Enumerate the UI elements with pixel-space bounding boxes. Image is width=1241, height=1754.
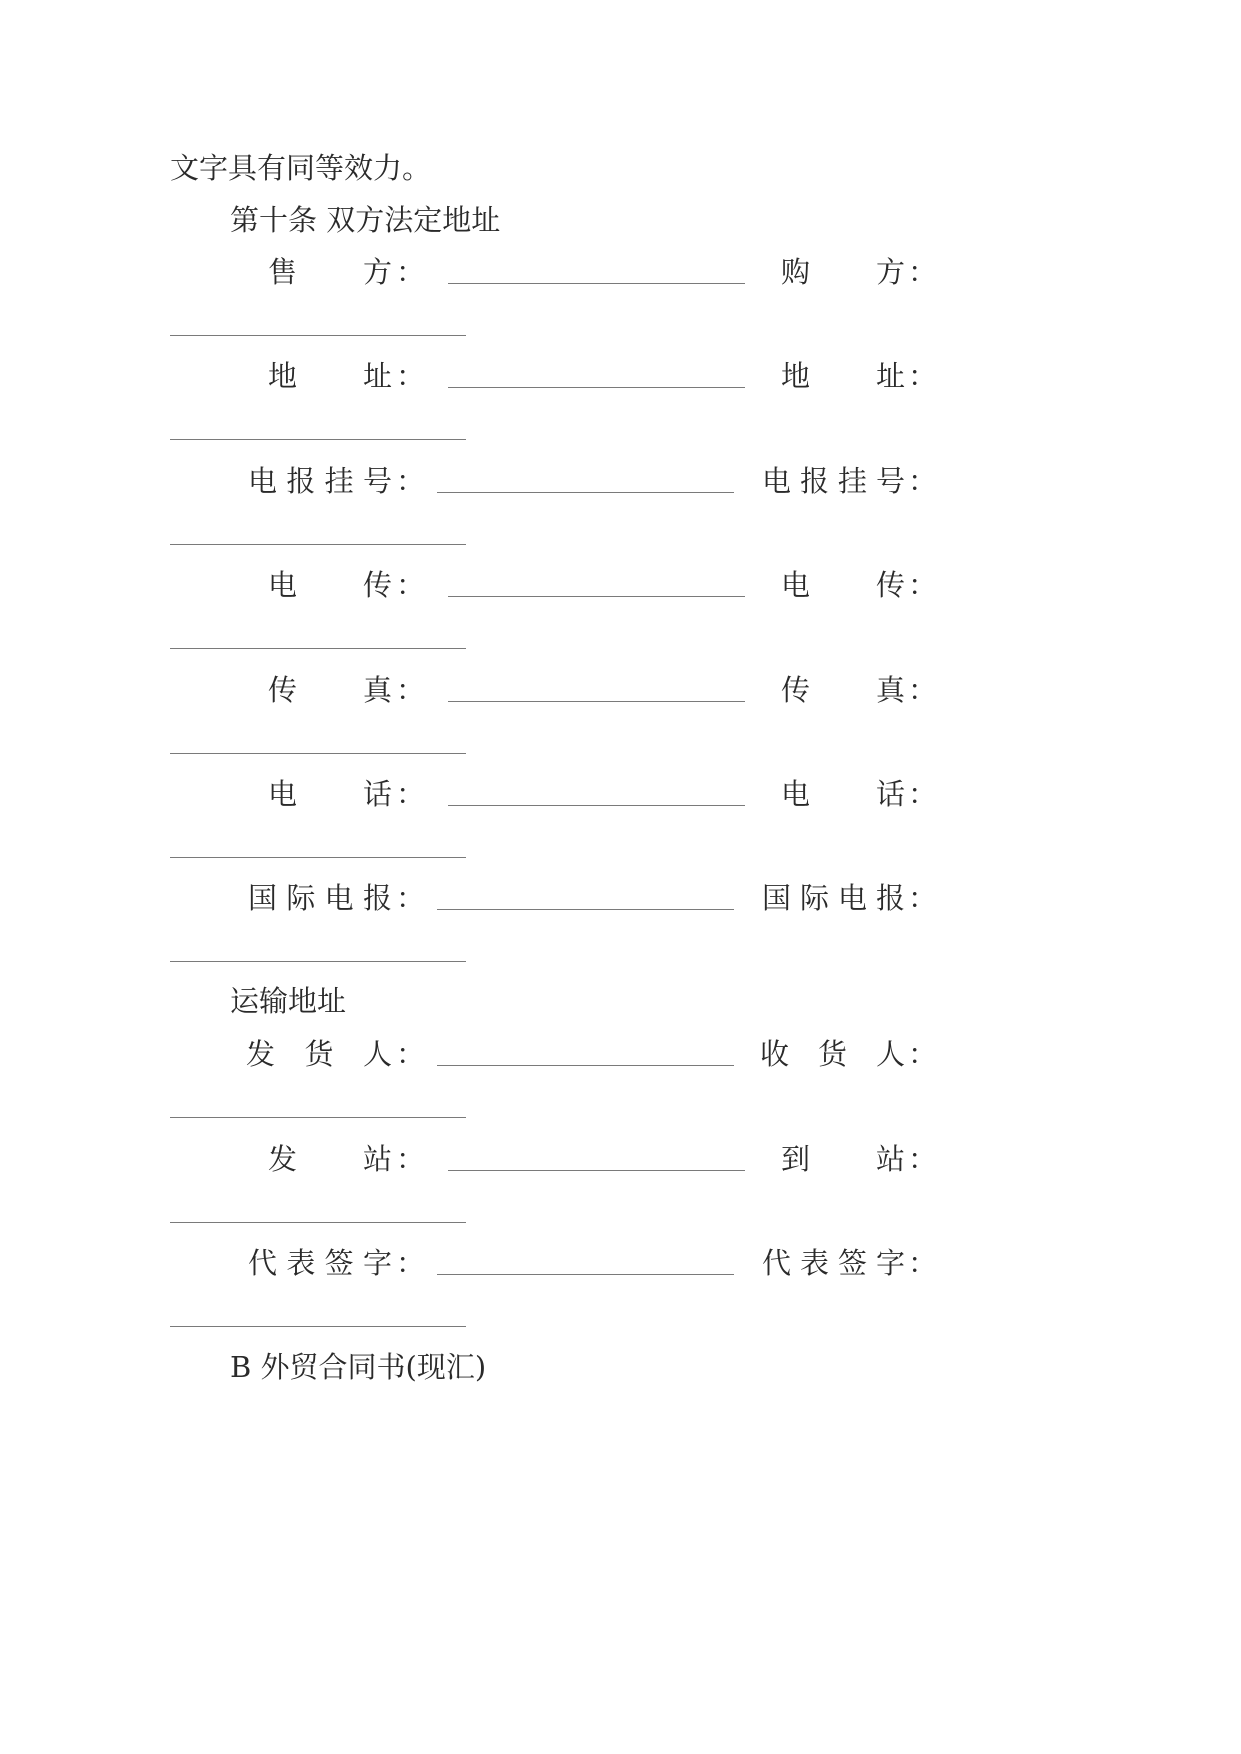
field-label-char: 人 [363,1037,393,1071]
field-label-char: 电 [781,777,811,811]
field-label-char: 传 [781,673,811,707]
field-label-char: 国 [248,881,278,915]
continuation-text: 文字具有同等效力。 [170,151,432,185]
field-label-char: 电 [324,881,354,915]
fill-in-line-wrapped[interactable] [170,544,466,545]
field-label-char: 报 [876,881,906,915]
field-label-char: 挂 [324,464,354,498]
fill-in-line-left[interactable] [437,909,734,910]
article-ten-heading: 第十条 双方法定地址 [230,203,501,237]
label-colon: ： [908,359,938,393]
fill-in-line-left[interactable] [448,701,745,702]
address-row [0,567,1241,685]
address-row [0,1036,1241,1154]
field-label-char: 号 [876,464,906,498]
label-colon: ： [396,1037,426,1071]
field-label-char: 电 [268,777,298,811]
field-label-char: 发 [246,1037,276,1071]
field-label-char: 话 [876,777,906,811]
field-label-char: 货 [818,1037,848,1071]
field-label-char: 传 [268,673,298,707]
field-label-char: 代 [248,1246,278,1280]
field-label-char: 字 [363,1246,393,1280]
transport-address-heading: 运输地址 [230,984,347,1018]
field-label-char: 收 [760,1037,790,1071]
field-label-char: 地 [781,359,811,393]
field-label-char: 址 [876,359,906,393]
fill-in-line-left[interactable] [448,805,745,806]
field-label-char: 际 [286,881,316,915]
label-colon: ： [396,568,426,602]
field-label-char: 电 [838,881,868,915]
address-row [0,463,1241,581]
address-row [0,672,1241,790]
field-label-char: 传 [363,568,393,602]
field-label-char: 真 [363,673,393,707]
field-label-char: 表 [800,1246,830,1280]
fill-in-line-wrapped[interactable] [170,439,466,440]
fill-in-line-left[interactable] [448,1170,745,1171]
field-label-char: 真 [876,673,906,707]
address-row [0,880,1241,998]
field-label-char: 电 [248,464,278,498]
label-colon: ： [908,777,938,811]
field-label-char: 址 [363,359,393,393]
label-colon: ： [396,881,426,915]
label-colon: ： [396,255,426,289]
field-label-char: 挂 [838,464,868,498]
address-row [0,1245,1241,1363]
field-label-char: 字 [876,1246,906,1280]
field-label-char: 代 [762,1246,792,1280]
label-colon: ： [908,1246,938,1280]
label-colon: ： [396,673,426,707]
fill-in-line-left[interactable] [437,1274,734,1275]
fill-in-line-wrapped[interactable] [170,753,466,754]
label-colon: ： [908,673,938,707]
fill-in-line-left[interactable] [437,492,734,493]
field-label-char: 电 [781,568,811,602]
fill-in-line-wrapped[interactable] [170,1326,466,1327]
label-colon: ： [908,568,938,602]
field-label-char: 表 [286,1246,316,1280]
fill-in-line-left[interactable] [448,283,745,284]
fill-in-line-wrapped[interactable] [170,1117,466,1118]
field-label-char: 传 [876,568,906,602]
field-label-char: 人 [876,1037,906,1071]
field-label-char: 电 [762,464,792,498]
fill-in-line-wrapped[interactable] [170,335,466,336]
label-colon: ： [396,1142,426,1176]
field-label-char: 签 [324,1246,354,1280]
address-row [0,358,1241,476]
field-label-char: 报 [363,881,393,915]
fill-in-line-left[interactable] [448,387,745,388]
label-colon: ： [908,1037,938,1071]
label-colon: ： [396,359,426,393]
field-label-char: 际 [800,881,830,915]
section-b-heading: B 外贸合同书(现汇) [230,1350,487,1384]
label-colon: ： [908,464,938,498]
fill-in-line-left[interactable] [437,1065,734,1066]
field-label-char: 站 [876,1142,906,1176]
field-label-char: 售 [268,255,298,289]
field-label-char: 电 [268,568,298,602]
fill-in-line-left[interactable] [448,596,745,597]
address-row [0,1141,1241,1259]
fill-in-line-wrapped[interactable] [170,857,466,858]
field-label-char: 号 [363,464,393,498]
fill-in-line-wrapped[interactable] [170,961,466,962]
field-label-char: 话 [363,777,393,811]
field-label-char: 方 [876,255,906,289]
field-label-char: 国 [762,881,792,915]
label-colon: ： [396,464,426,498]
field-label-char: 到 [781,1142,811,1176]
field-label-char: 地 [268,359,298,393]
label-colon: ： [908,881,938,915]
field-label-char: 报 [800,464,830,498]
address-row [0,254,1241,372]
label-colon: ： [396,1246,426,1280]
fill-in-line-wrapped[interactable] [170,648,466,649]
field-label-char: 方 [363,255,393,289]
label-colon: ： [908,255,938,289]
field-label-char: 发 [268,1142,298,1176]
fill-in-line-wrapped[interactable] [170,1222,466,1223]
field-label-char: 购 [781,255,811,289]
address-row [0,776,1241,894]
label-colon: ： [908,1142,938,1176]
label-colon: ： [396,777,426,811]
field-label-char: 站 [363,1142,393,1176]
field-label-char: 签 [838,1246,868,1280]
field-label-char: 报 [286,464,316,498]
field-label-char: 货 [304,1037,334,1071]
